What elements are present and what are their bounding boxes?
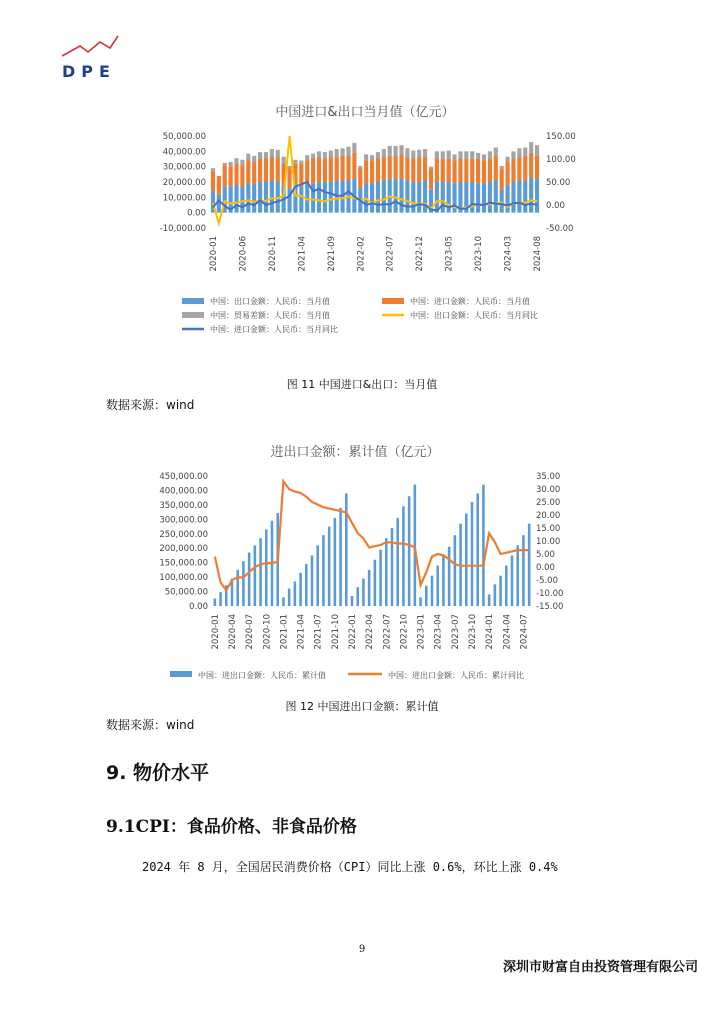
bar-cumulative [414, 485, 417, 606]
bar-import [317, 157, 321, 182]
bar-export [382, 180, 386, 212]
bar-balance [364, 154, 368, 160]
y-right-tick: 35.00 [536, 472, 561, 482]
logo-text: DPE [62, 62, 116, 81]
company-name: 深圳市财富自由投资管理有限公司 [502, 960, 698, 975]
bar-cumulative [454, 535, 457, 606]
x-tick: 2024-01 [485, 614, 496, 650]
bar-import [211, 171, 215, 191]
bar-balance [258, 152, 262, 159]
chart2-source: 数据来源：wind [106, 718, 195, 732]
x-tick: 2021-09 [326, 236, 337, 272]
bar-import [411, 159, 415, 182]
bar-balance [335, 149, 339, 157]
bar-cumulative [505, 566, 508, 606]
bar-balance [447, 151, 451, 159]
bar-import [447, 159, 451, 182]
legend-label: 中国：出口金额：人民币：当月值 [210, 297, 330, 306]
chart1-caption: 图 11 中国进口&出口：当月值 [286, 378, 438, 391]
bar-cumulative [236, 570, 239, 606]
bar-cumulative [322, 535, 325, 606]
y-right-tick: 50.00 [546, 178, 571, 188]
bar-cumulative [334, 518, 337, 606]
section-subheading: 9.1CPI：食品价格、非食品价格 [106, 817, 357, 837]
bar-cumulative [471, 502, 474, 606]
bar-cumulative [316, 545, 319, 606]
bar-cumulative [465, 514, 468, 606]
bar-cumulative [362, 579, 365, 606]
bar-export [246, 184, 250, 213]
x-tick: 2023-10 [474, 236, 485, 272]
y-right-tick: -50.00 [546, 224, 574, 234]
legend-swatch [182, 312, 204, 318]
bar-balance [458, 151, 462, 159]
y-left-tick: 450,000.00 [159, 472, 208, 482]
legend-swatch [170, 671, 192, 677]
bar-export [517, 180, 521, 212]
bar-export [529, 177, 533, 212]
bar-balance [382, 149, 386, 157]
bar-export [482, 184, 486, 213]
bar-cumulative [294, 581, 297, 606]
bar-cumulative [328, 527, 331, 606]
bar-import [341, 156, 345, 181]
bar-balance [329, 151, 333, 158]
y-left-tick: 30,000.00 [162, 162, 206, 173]
y-right-tick: 25.00 [536, 498, 561, 508]
bar-export [417, 182, 421, 213]
bar-balance [464, 151, 468, 159]
x-tick: 2020-07 [245, 614, 256, 650]
bar-export [323, 182, 327, 213]
y-left-tick: 0.00 [187, 208, 206, 219]
bar-import [429, 168, 433, 189]
bar-balance [305, 155, 309, 160]
bar-import [364, 161, 368, 184]
bar-balance [223, 163, 227, 165]
y-right-tick: -5.00 [536, 576, 558, 586]
legend-swatch [182, 298, 204, 304]
bar-balance [388, 146, 392, 156]
y-left-tick: 0.00 [189, 602, 208, 612]
y-left-tick: 350,000.00 [159, 500, 208, 511]
bar-import [287, 168, 291, 188]
bar-balance [405, 148, 409, 157]
x-tick: 2022-02 [356, 236, 367, 272]
bar-import [494, 156, 498, 181]
bar-cumulative [374, 560, 377, 606]
x-tick: 2022-07 [385, 236, 396, 272]
bar-export [252, 184, 256, 213]
bar-import [329, 157, 333, 182]
chart1-source: 数据来源：wind [106, 398, 195, 412]
bar-import [270, 157, 274, 180]
x-tick: 2021-10 [330, 614, 341, 650]
bar-balance [317, 151, 321, 157]
bar-balance [358, 166, 362, 168]
x-tick: 2021-04 [297, 236, 308, 272]
bar-balance [417, 150, 421, 158]
bar-cumulative [242, 561, 245, 606]
bar-import [311, 159, 315, 184]
bar-import [258, 159, 262, 182]
bar-cumulative [385, 538, 388, 606]
bar-export [441, 182, 445, 213]
bar-import [511, 159, 515, 182]
bar-balance [452, 154, 456, 160]
bar-balance [270, 149, 274, 157]
bar-import [417, 157, 421, 182]
y-right-tick: 100.00 [546, 155, 576, 165]
bar-cumulative [299, 573, 302, 606]
bar-cumulative [254, 545, 257, 606]
y-right-tick: 150.00 [546, 132, 576, 142]
y-left-tick: 400,000.00 [159, 486, 208, 497]
x-tick: 2022-07 [382, 614, 393, 650]
bar-export [535, 179, 539, 213]
bar-import [223, 165, 227, 186]
x-tick: 2024-07 [519, 614, 530, 650]
bar-export [240, 187, 244, 213]
bar-balance [494, 148, 498, 156]
x-tick: 2024-03 [503, 236, 514, 272]
bar-export [399, 179, 403, 213]
bar-cumulative [265, 529, 268, 606]
bar-export [476, 184, 480, 213]
bar-balance [523, 148, 527, 156]
bar-balance [511, 151, 515, 159]
bar-balance [470, 151, 474, 159]
bar-export [258, 182, 262, 213]
x-tick: 2023-10 [468, 614, 478, 650]
bar-cumulative [431, 576, 434, 606]
section-heading: 9. 物价水平 [106, 762, 210, 784]
bar-export [329, 182, 333, 213]
bar-import [376, 159, 380, 182]
bar-balance [535, 145, 539, 156]
bar-import [423, 157, 427, 180]
bar-export [511, 182, 515, 213]
bar-import [470, 159, 474, 182]
bar-cumulative [408, 496, 411, 606]
bar-cumulative [379, 550, 382, 606]
y-right-tick: 30.00 [536, 485, 561, 495]
cpi-paragraph: 2024 年 8 月，全国居民消费价格（CPI）同比上涨 0.6%，环比上涨 0.4% [142, 860, 558, 874]
x-tick: 2022-12 [415, 236, 426, 272]
legend-label: 中国：进口金额：人民币：当月值 [410, 297, 530, 306]
legend-label: 中国：进出口金额：人民币：累计同比 [388, 671, 524, 680]
legend-label: 中国：出口金额：人民币：当月同比 [410, 311, 538, 320]
bar-balance [234, 158, 238, 163]
bar-cumulative [448, 547, 451, 606]
y-left-tick: 150,000.00 [159, 558, 208, 569]
bar-import [370, 161, 374, 184]
bar-import [264, 159, 268, 182]
x-tick: 2022-04 [365, 614, 376, 650]
bar-balance [341, 148, 345, 156]
bar-import [517, 157, 521, 180]
y-right-tick: -10.00 [536, 589, 564, 599]
bar-cumulative [248, 553, 251, 606]
bar-import [358, 168, 362, 188]
bar-cumulative [368, 570, 371, 606]
bar-balance [352, 143, 356, 153]
legend-label: 中国：进出口金额：人民币：累计值 [198, 671, 326, 680]
bar-cumulative [436, 566, 439, 606]
x-tick: 2023-07 [450, 614, 461, 650]
bar-balance [517, 148, 521, 157]
y-right-tick: 0.00 [536, 563, 555, 573]
bar-export [523, 180, 527, 212]
bar-import [464, 159, 468, 182]
chart2-caption: 图 12 中国进出口金额：累计值 [285, 700, 439, 713]
bar-import [529, 153, 533, 178]
x-tick: 2020-01 [208, 236, 219, 272]
chart-import-export-monthly [130, 92, 600, 352]
bar-import [506, 162, 510, 185]
bar-export [270, 180, 274, 212]
y-right-tick: 5.00 [536, 550, 555, 560]
bar-balance [211, 168, 215, 171]
bar-import [535, 156, 539, 179]
bar-balance [246, 154, 250, 161]
bar-import [323, 159, 327, 182]
y-left-tick: 250,000.00 [159, 529, 208, 540]
bar-balance [240, 160, 244, 165]
bar-export [494, 180, 498, 212]
legend-label: 中国：进口金额：人民币：当月同比 [210, 325, 338, 334]
bar-export [299, 187, 303, 213]
bar-export [370, 184, 374, 213]
bar-balance [323, 152, 327, 159]
bar-balance [293, 160, 297, 164]
bar-cumulative [402, 506, 405, 606]
bar-cumulative [499, 576, 502, 606]
bar-export [234, 185, 238, 213]
x-tick: 2021-04 [296, 614, 307, 650]
bar-export [506, 185, 510, 213]
y-left-tick: 40,000.00 [162, 147, 206, 158]
bar-cumulative [488, 594, 491, 606]
bar-import [276, 157, 280, 182]
y-right-tick: 20.00 [536, 511, 561, 521]
chart2-title: 进出口金额：累计值（亿元） [270, 445, 440, 460]
x-tick: 2021-01 [279, 614, 290, 650]
y-left-tick: 300,000.00 [159, 515, 208, 526]
bar-import [352, 153, 356, 179]
line-cumulative-yoy [215, 481, 529, 590]
bar-balance [282, 157, 286, 164]
bar-cumulative [345, 493, 348, 606]
bar-cumulative [516, 545, 519, 606]
bar-balance [488, 151, 492, 159]
bar-balance [506, 157, 510, 162]
bar-import [346, 156, 350, 181]
bar-cumulative [494, 584, 497, 606]
bar-cumulative [282, 597, 285, 606]
bar-import [488, 159, 492, 182]
bar-cumulative [288, 589, 291, 606]
y-left-tick: 20,000.00 [162, 178, 206, 188]
bar-import [217, 176, 221, 194]
bar-balance [394, 146, 398, 156]
x-tick: 2023-04 [433, 614, 444, 650]
bar-import [388, 156, 392, 179]
bar-balance [252, 156, 256, 162]
y-left-tick: 50,000.00 [162, 132, 206, 142]
bar-import [399, 154, 403, 179]
page-number: 9 [358, 944, 366, 955]
bar-import [405, 157, 409, 180]
chart1-title: 中国进口&出口当月值（亿元） [275, 105, 455, 120]
bar-balance [435, 151, 439, 159]
x-tick: 2020-10 [262, 614, 273, 650]
x-tick: 2024-04 [502, 614, 513, 650]
y-left-tick: -10,000.00 [159, 224, 206, 234]
bar-cumulative [476, 493, 479, 606]
bar-balance [376, 152, 380, 159]
bar-cumulative [425, 586, 428, 606]
bar-balance [411, 151, 415, 159]
bar-import [246, 161, 250, 184]
bar-export [376, 182, 380, 213]
bar-import [523, 156, 527, 181]
bar-balance [482, 154, 486, 160]
bar-import [305, 161, 309, 184]
y-right-tick: 0.00 [546, 201, 565, 211]
bar-cumulative [528, 524, 531, 606]
bar-import [482, 161, 486, 184]
bar-cumulative [511, 555, 514, 606]
x-tick: 2022-10 [399, 614, 410, 650]
bar-cumulative [311, 555, 314, 606]
x-tick: 2020-11 [267, 236, 278, 272]
bar-cumulative [396, 518, 399, 606]
bar-cumulative [259, 538, 262, 606]
bar-cumulative [305, 564, 308, 606]
bar-balance [423, 149, 427, 157]
bar-export [264, 182, 268, 213]
y-left-tick: 50,000.00 [164, 587, 208, 598]
bar-balance [276, 150, 280, 158]
bar-cumulative [214, 598, 217, 606]
bar-balance [399, 145, 403, 154]
bar-balance [264, 152, 268, 159]
bar-balance [287, 166, 291, 168]
y-right-tick: 15.00 [536, 524, 561, 534]
bar-balance [500, 166, 504, 168]
x-tick: 2020-04 [228, 614, 238, 650]
x-tick: 2021-07 [313, 614, 324, 650]
x-tick: 2023-05 [444, 236, 455, 272]
y-left-tick: 10,000.00 [162, 193, 206, 204]
bar-cumulative [339, 508, 342, 606]
bar-balance [299, 161, 303, 164]
bar-cumulative [351, 596, 354, 606]
bar-import [441, 159, 445, 182]
bar-cumulative [482, 485, 485, 606]
x-tick: 2020-06 [238, 236, 249, 272]
bar-cumulative [419, 597, 422, 606]
bar-balance [441, 151, 445, 159]
bar-import [458, 159, 462, 182]
bar-import [476, 159, 480, 184]
y-right-tick: -15.00 [536, 602, 564, 612]
bar-cumulative [442, 555, 445, 606]
bar-cumulative [522, 535, 525, 606]
x-tick: 2022-01 [348, 614, 358, 650]
bar-balance [229, 162, 233, 167]
bar-import [335, 157, 339, 180]
bar-export [405, 180, 409, 212]
x-tick: 2020-01 [210, 614, 221, 650]
legend-swatch [382, 298, 404, 304]
x-tick: 2024-08 [533, 236, 544, 272]
bar-import [452, 161, 456, 184]
bar-import [229, 167, 233, 187]
bar-import [240, 165, 244, 186]
bar-balance [476, 153, 480, 159]
bar-balance [429, 167, 433, 169]
bar-balance [370, 155, 374, 160]
bar-cumulative [219, 592, 222, 606]
bar-export [394, 179, 398, 213]
y-left-tick: 100,000.00 [159, 573, 208, 584]
chart-import-export-cumulative [130, 434, 600, 686]
y-left-tick: 200,000.00 [159, 544, 208, 555]
bar-import [252, 162, 256, 183]
legend-label: 中国：贸易差额：人民币：当月值 [210, 311, 330, 320]
bar-balance [529, 142, 533, 153]
bar-cumulative [356, 587, 359, 606]
bar-export [317, 182, 321, 213]
bar-export [488, 182, 492, 213]
bar-import [394, 156, 398, 179]
x-tick: 2023-01 [416, 614, 427, 650]
bar-export [500, 190, 504, 213]
bar-import [234, 164, 238, 185]
y-right-tick: 10.00 [536, 537, 561, 547]
bar-import [382, 157, 386, 180]
bar-export [470, 182, 474, 213]
bar-balance [346, 147, 350, 156]
bar-export [411, 182, 415, 213]
bar-import [435, 159, 439, 182]
bar-export [423, 180, 427, 212]
bar-import [500, 168, 504, 189]
bar-balance [311, 154, 315, 159]
bar-cumulative [391, 528, 394, 606]
